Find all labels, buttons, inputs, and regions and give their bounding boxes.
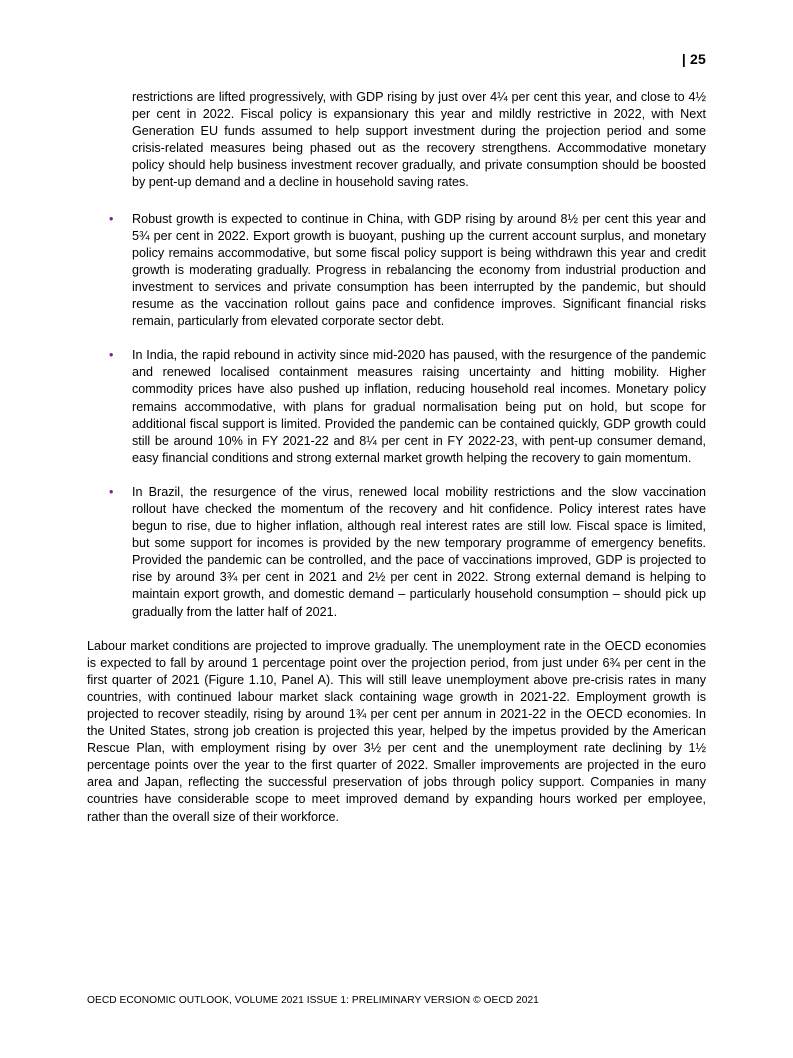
page-number: | 25 — [681, 51, 706, 67]
labour-market-paragraph: Labour market conditions are projected to improve gradually. The unemployment rate in the OECD economies is expected to fall by around 1 percentage point over the projection period, from just under 6¾ per cent in the first quarter of 2021 (Figure 1.10, Panel A). This will still leave unemployment above pre-crisis rates in many countries, with continued labour market slack containing wage growth in 2021-22. Employment growth is projected to recover steadily, rising by around 1¾ per cent per annum in 2021-22 in the OECD economies. In the United States, strong job creation is projected this year, helped by the impetus provided by the American Rescue Plan, with employment rising by over 3½ per cent and the unemployment rate declining by 1½ percentage points over the year to the first quarter of 2022. Smaller improvements are projected in the euro area and Japan, reflecting the successful preservation of jobs through policy support. Companies in many countries have considerable scope to meet improved demand by expanding hours worked per employee, rather than the overall size of their workforce. — [87, 638, 706, 824]
bullet-india — [109, 347, 706, 467]
bullet-brazil — [109, 484, 706, 621]
page-body — [87, 89, 706, 826]
bullet-text: Robust growth is expected to continue in China, with GDP rising by around 8½ per cent this year and 5¾ per cent in 2022. Export growth is buoyant, pushing up the current account surplus, and monetary policy remains accommodative, but some fiscal policy support is being withdrawn this year and credit growth is moderating gradually. Progress in rebalancing the economy from industrial production and investment to services and private consumption has been interrupted by the pandemic, but should resume as the vaccination rollout gains pace and confidence improves. Significant financial risks remain, particularly from elevated corporate sector debt. — [132, 211, 706, 329]
bullet-icon: • — [109, 484, 114, 499]
country-bullet-list — [87, 211, 706, 621]
bullet-text: In Brazil, the resurgence of the virus, renewed local mobility restrictions and the slow vaccination rollout have checked the momentum of the recovery and hit confidence. Policy interest rates have begun to rise, due to higher inflation, although real interest rates are still low. Fiscal space is limited, but some support for incomes is provided by the new temporary programme of emergency benefits. Provided the pandemic can be controlled, and the pace of vaccinations improved, GDP is projected to rise by around 3¾ per cent in 2021 and 2½ per cent in 2022. Strong external demand is helping to maintain export growth, and domestic demand – particularly household consumption – should pick up gradually from the latter half of 2021. — [132, 484, 706, 619]
footer-copyright: OECD ECONOMIC OUTLOOK, VOLUME 2021 ISSUE 1: PRELIMINARY VERSION © OECD 2021 — [87, 995, 539, 1006]
bullet-icon: • — [109, 348, 114, 363]
bullet-china — [109, 211, 706, 331]
bullet-text: In India, the rapid rebound in activity since mid-2020 has paused, with the resurgence of the pandemic and renewed localised containment measures raising uncertainty and hitting mobility. Higher commodity prices have also pushed up inflation, reducing household real incomes. Monetary policy remains accommodative, with plans for gradual normalisation being put on hold, but scope for additional fiscal support is limited. Provided the pandemic can be contained quickly, GDP growth could still be around 10% in FY 2021-22 and 8¼ per cent in FY 2022-23, with pent-up consumer demand, easy financial conditions and strong external market growth helping the recovery to gain momentum. — [132, 348, 706, 465]
continuation-paragraph: restrictions are lifted progressively, with GDP rising by just over 4¼ per cent this year, and close to 4½ per cent in 2022. Fiscal policy is expansionary this year and mildly restrictive in 2022, with Next Generation EU funds assumed to help support investment during the projection period and some crisis-related measures being phased out as the recovery strengthens. Accommodative monetary policy should help business investment recover gradually, and private consumption should be boosted by pent-up demand and a decline in household saving rates. — [132, 90, 706, 190]
bullet-icon: • — [109, 211, 114, 226]
